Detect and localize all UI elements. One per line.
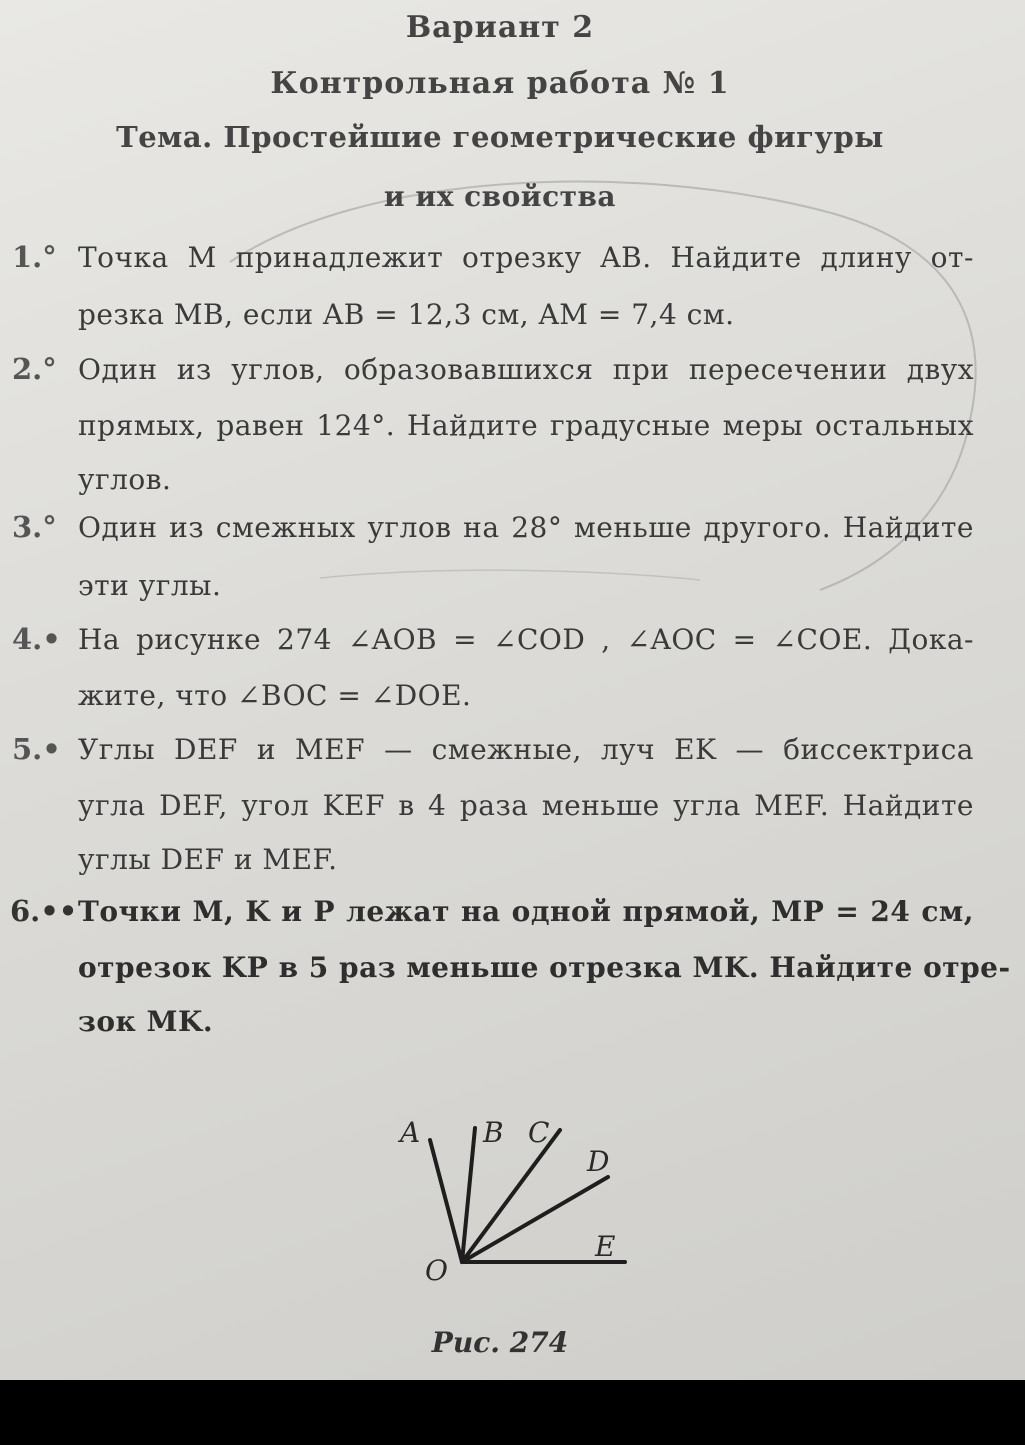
- task-line: Один из смежных углов на 28° меньше другого. Найдите: [78, 511, 974, 544]
- label-e: E: [595, 1230, 616, 1263]
- task-line: зок MK.: [78, 1005, 214, 1038]
- task-line: Точка M принадлежит отрезку AB. Найдите длину от-: [78, 241, 974, 274]
- task-number: 6.••: [10, 894, 78, 928]
- task-line: Один из углов, образовавшихся при пересечении двух: [78, 353, 974, 386]
- task-line: эти углы.: [78, 569, 222, 602]
- label-d: D: [587, 1145, 610, 1178]
- task-number: 4.•: [12, 622, 61, 656]
- task-line: На рисунке 274 ∠AOB = ∠COD , ∠AOC = ∠COE. Дока-: [78, 623, 974, 656]
- work-title: Контрольная работа № 1: [270, 66, 730, 101]
- ray-ob: [462, 1128, 475, 1262]
- topic-line-1: Тема. Простейшие геометрические фигуры: [116, 120, 884, 154]
- topic-line-2: и их свойства: [383, 180, 617, 213]
- label-b: B: [483, 1116, 504, 1149]
- task-number: 5.•: [12, 732, 61, 766]
- ray-od: [462, 1177, 608, 1262]
- task-line: Точки M, K и P лежат на одной прямой, MP = 24 см,: [78, 895, 974, 928]
- task-line: углов.: [78, 463, 172, 496]
- task-number: 1.°: [12, 240, 57, 274]
- task-line: угла DEF, угол KEF в 4 раза меньше угла MEF. Найдите: [78, 789, 974, 822]
- ray-oc: [462, 1130, 560, 1262]
- task-number: 3.°: [12, 510, 57, 544]
- task-line: углы DEF и MEF.: [78, 843, 338, 876]
- label-a: A: [400, 1116, 421, 1149]
- label-c: C: [528, 1116, 550, 1149]
- task-number: 2.°: [12, 352, 57, 386]
- figure-caption: Рис. 274: [431, 1326, 569, 1359]
- task-line: резка MB, если AB = 12,3 см, AM = 7,4 см.: [78, 298, 735, 331]
- ray-oa: [430, 1140, 462, 1262]
- variant-heading: Вариант 2: [405, 10, 595, 45]
- task-line: Углы DEF и MEF — смежные, луч EK — биссектриса: [78, 733, 974, 766]
- task-line: жите, что ∠BOC = ∠DOE.: [78, 679, 472, 712]
- task-line: отрезок KP в 5 раз меньше отрезка MK. Найдите отре-: [78, 951, 1011, 984]
- figure-274-rays: [380, 1100, 640, 1300]
- label-o: O: [425, 1254, 448, 1287]
- task-line: прямых, равен 124°. Найдите градусные меры остальных: [78, 409, 974, 442]
